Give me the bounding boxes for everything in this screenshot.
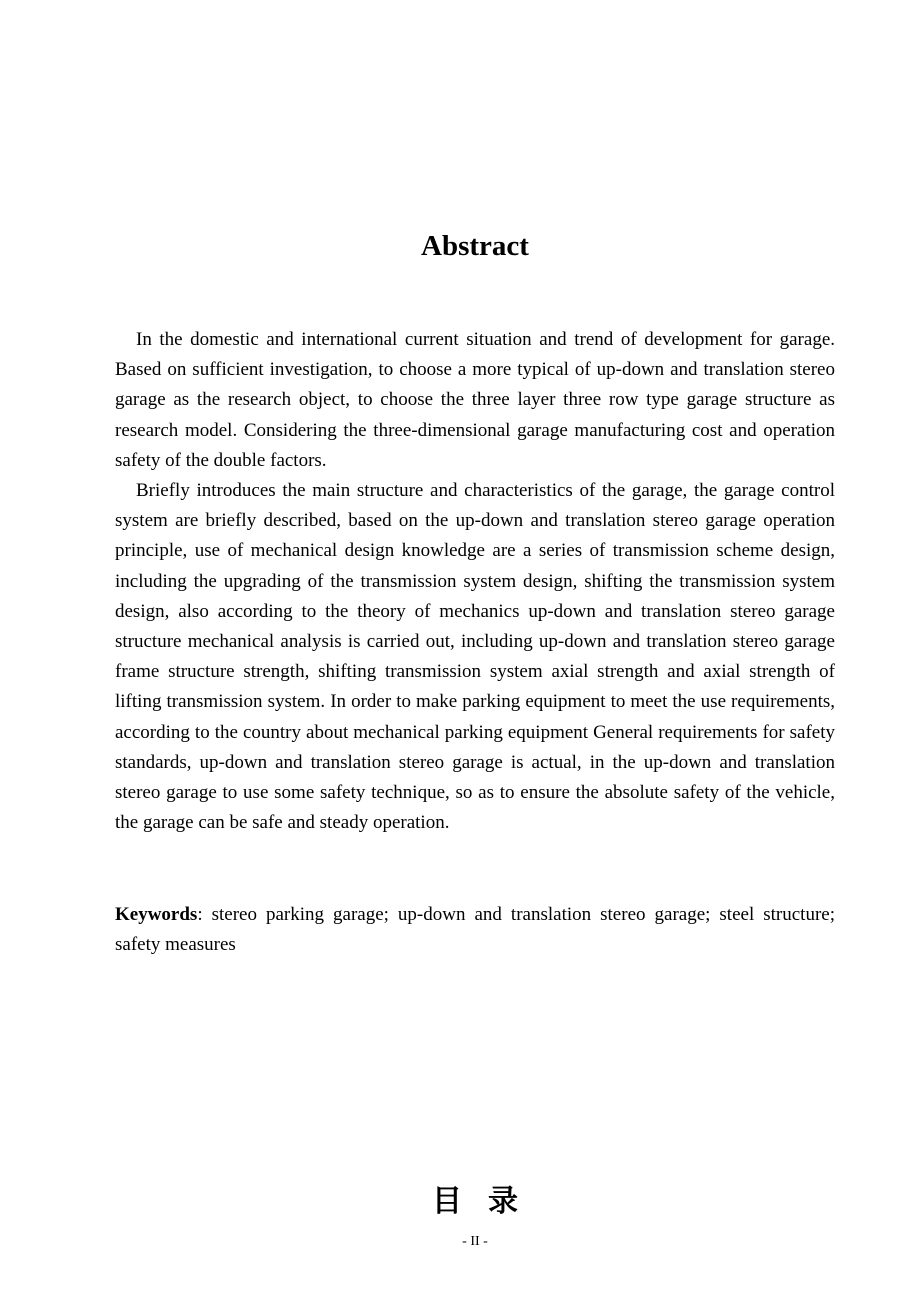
- page-number: - II -: [462, 1234, 488, 1249]
- keywords-text: : stereo parking garage; up-down and translation stereo garage; steel structure; safety measures: [115, 904, 835, 956]
- keywords-line: [115, 900, 835, 960]
- abstract-paragraph-1: In the domestic and international current situation and trend of development for garage. Based on sufficient investigation, to choose a more typical of up-down and translation stereo garage as the research object, to choose the three layer three row type garage structure as research model. Considering the three-dimensional garage manufacturing cost and operation safety of the double factors.: [115, 329, 835, 471]
- abstract-body: [115, 325, 835, 838]
- abstract-paragraph-2: Briefly introduces the main structure and characteristics of the garage, the garage control system are briefly described, based on the up-down and translation stereo garage operation principle, use of mechanical design knowledge are a series of transmission scheme design, including the upgrading of the transmission system design, shifting the transmission system design, also according to the theory of mechanics up-down and translation stereo garage structure mechanical analysis is carried out, including up-down and translation stereo garage frame structure strength, shifting transmission system axial strength and axial strength of lifting transmission system. In order to make parking equipment to meet the use requirements, according to the country about mechanical parking equipment General requirements for safety standards, up-down and translation stereo garage is actual, in the up-down and translation stereo garage to use some safety technique, so as to ensure the absolute safety of the vehicle, the garage can be safe and steady operation.: [115, 480, 835, 834]
- abstract-title: Abstract: [421, 230, 529, 262]
- keywords-label: Keywords: [115, 904, 198, 925]
- toc-title: 目录: [432, 1184, 544, 1219]
